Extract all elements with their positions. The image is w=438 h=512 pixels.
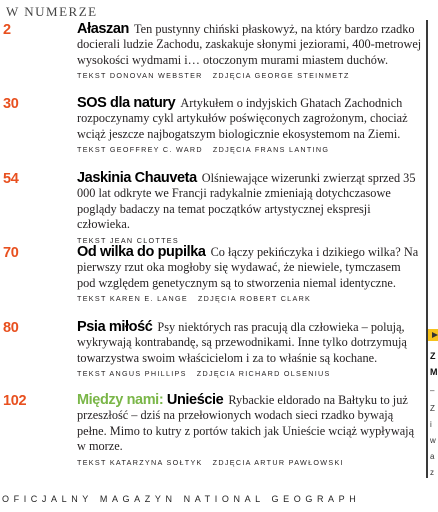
article-summary: Psy niektórych ras pracują dla człowieka – polują, wykrywają kontrabandę, są przewodnikami. Inne tylko dotrzymują towarzystwa swoim właścicielom i za to właśnie są kochane.	[77, 320, 407, 365]
page-number: 80	[3, 320, 19, 336]
edge-char: M	[430, 367, 438, 377]
entry-content	[77, 245, 422, 303]
credits	[77, 145, 422, 154]
entry-description	[77, 245, 422, 291]
text-credit: TEKST ANGUS PHILLIPS	[77, 369, 187, 379]
article-title[interactable]	[77, 392, 223, 408]
entry-content	[77, 320, 422, 378]
entry-description	[77, 171, 422, 233]
edge-char: Z	[430, 404, 435, 413]
photo-credit: ZDJĘCIA FRANS LANTING	[212, 145, 330, 155]
article-summary: Rybackie eldorado na Bałtyku to już przeszłość – dziś na przełowionych wodach sieci rzadko bywają pełne. Mimo to kutry z portów takich jak Unieście wciąż wypływają w morze.	[77, 393, 415, 454]
text-credit: TEKST DONOVAN WEBSTER	[77, 71, 203, 81]
page-number: 70	[3, 245, 19, 261]
section-header: W NUMERZE	[6, 4, 98, 19]
article-title[interactable]: Od wilka do pupilka	[77, 244, 206, 260]
credits	[77, 369, 422, 378]
edge-char: i	[430, 420, 432, 429]
entry-content	[77, 171, 422, 245]
article-title[interactable]: Jaskinia Chauveta	[77, 170, 197, 186]
vertical-rule	[426, 20, 428, 478]
arrow-icon	[432, 332, 438, 338]
edge-char: z	[430, 468, 434, 477]
page-number: 30	[3, 96, 19, 112]
photo-credit: ZDJĘCIA GEORGE STEINMETZ	[212, 71, 350, 81]
text-credit: TEKST KATARZYNA SOŁTYK	[77, 457, 203, 467]
page-number: 102	[3, 393, 27, 409]
entry-content	[77, 393, 422, 467]
edge-char: –	[430, 386, 435, 395]
text-credit: TEKST GEOFFREY C. WARD	[77, 145, 203, 155]
adjacent-page-edge	[422, 0, 438, 512]
edge-char: w	[430, 436, 436, 445]
entry-content	[77, 96, 422, 154]
credits	[77, 458, 422, 467]
page-number: 2	[3, 22, 11, 38]
text-credit: TEKST JEAN CLOTTES	[77, 235, 179, 245]
article-summary: Olśniewające wizerunki zwierząt sprzed 35 000 lat odkryte we Francji radykalnie zmieniają dotychczasowe poglądy badaczy na temat początków artystycznej ekspresji człowieka.	[77, 171, 416, 232]
edge-char: a	[430, 452, 435, 461]
article-title[interactable]: SOS dla natury	[77, 95, 176, 111]
credits	[77, 294, 422, 303]
photo-credit: ZDJĘCIA ROBERT CLARK	[197, 294, 312, 304]
article-title[interactable]: Psia miłość	[77, 319, 153, 335]
edge-char: Z	[430, 351, 436, 361]
entry-description	[77, 22, 422, 68]
column-prefix: Między nami:	[77, 392, 164, 408]
entry-description	[77, 320, 422, 366]
photo-credit: ZDJĘCIA RICHARD OLSENIUS	[196, 369, 331, 379]
photo-credit: ZDJĘCIA ARTUR PAWŁOWSKI	[212, 457, 344, 467]
entry-description	[77, 96, 422, 142]
article-title-main: Unieście	[166, 392, 224, 408]
text-credit: TEKST KAREN E. LANGE	[77, 294, 188, 304]
article-summary: Artykułem o indyjskich Ghatach Zachodnich rozpoczynamy cykl artykułów poświęconych zagrożonym, chociaż wciąż jeszcze najbogatszym biologicznie ekosystemom na Ziemi.	[77, 96, 408, 141]
entry-content	[77, 22, 422, 80]
article-summary: Ten pustynny chiński płaskowyż, na który bardzo rzadko docierali ludzie Zachodu, zaskakuje słonymi jeziorami, 400-metrowej wysokości wydmami i… otoczonym murami miastem duchów.	[77, 22, 422, 67]
article-summary: Co łączy pekińczyka i dzikiego wilka? Na pierwszy rzut oka mogłoby się wydawać, że niewiele, tymczasem pod względem genetycznym są to stworzenia niemal identyczne.	[77, 245, 419, 290]
magazine-footer: OFICJALNY MAGAZYN NATIONAL GEOGRAPH	[2, 494, 361, 504]
page-number: 54	[3, 171, 19, 187]
entry-description	[77, 393, 422, 455]
article-title[interactable]: Ałaszan	[77, 21, 129, 37]
credits	[77, 71, 422, 80]
